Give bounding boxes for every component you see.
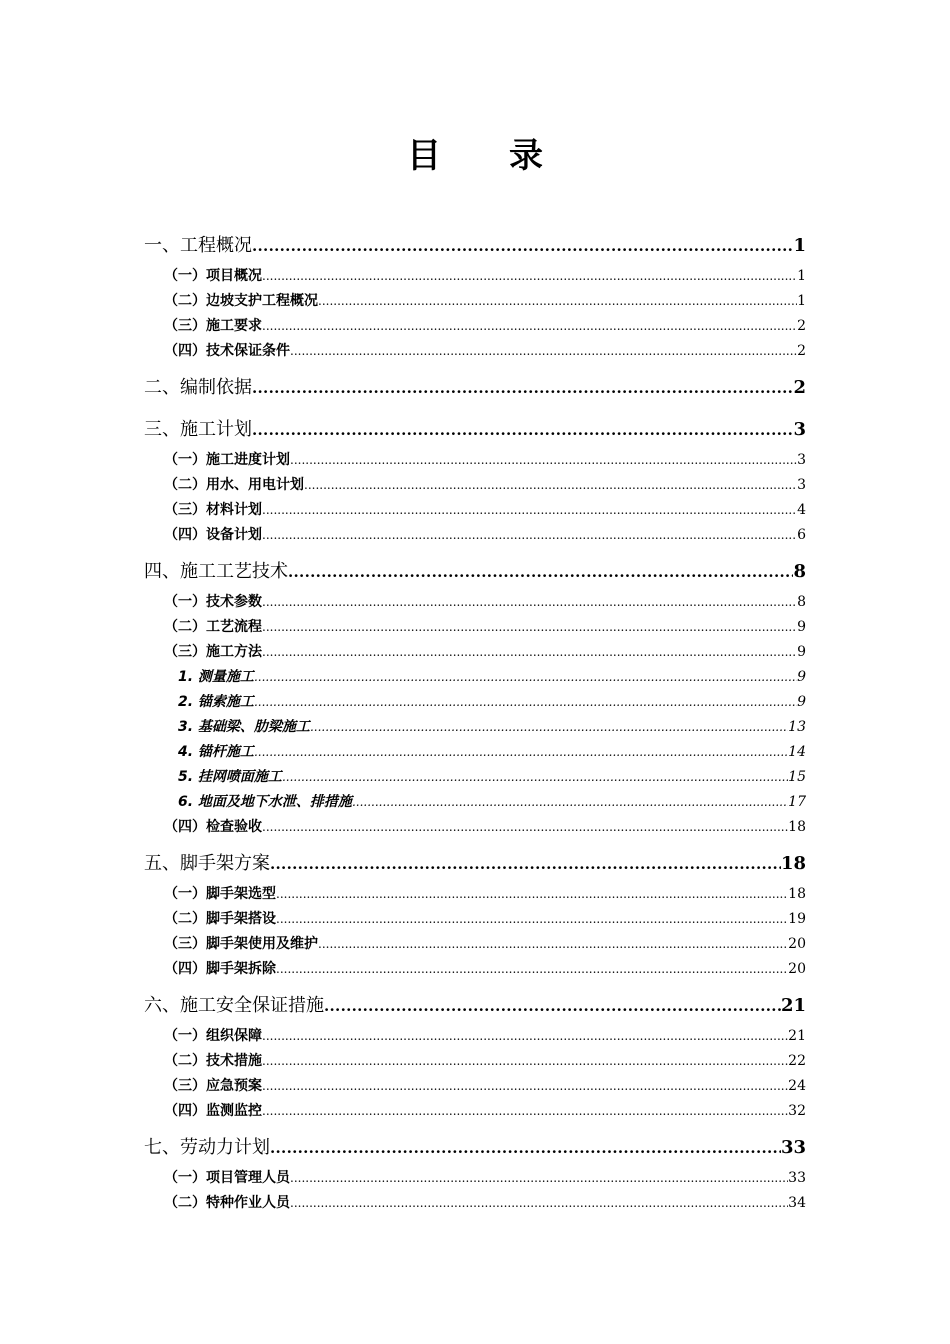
toc-entry-label: 5. 挂网喷面施工 (178, 769, 282, 785)
toc-leader-dots (304, 473, 797, 498)
toc-entry-label: （二）技术措施 (164, 1053, 262, 1069)
toc-leader-dots (290, 339, 797, 364)
toc-page-number: 18 (788, 886, 806, 902)
toc-entry[interactable] (144, 228, 806, 264)
toc-page-number: 1 (793, 235, 806, 256)
toc-leader-dots (262, 523, 797, 548)
toc-entry-label: 五、脚手架方案 (144, 853, 270, 874)
toc-entry-label: 七、劳动力计划 (144, 1137, 270, 1158)
toc-entry[interactable] (144, 957, 806, 982)
toc-page-number: 8 (793, 561, 806, 582)
toc-entry-label: （三）脚手架使用及维护 (164, 936, 318, 952)
toc-leader-dots (262, 1099, 788, 1124)
toc-leader-dots (324, 988, 781, 1024)
toc-entry-label: （二）特种作业人员 (164, 1195, 290, 1211)
page-title: 目 录 (407, 136, 543, 176)
toc-entry[interactable] (144, 289, 806, 314)
toc-page-number: 20 (788, 961, 806, 977)
toc-entry[interactable] (144, 640, 806, 665)
toc-entry-label: （四）监测监控 (164, 1103, 262, 1119)
toc-entry-label: 3. 基础梁、肋梁施工 (178, 719, 310, 735)
toc-entry[interactable] (144, 988, 806, 1024)
toc-entry[interactable] (144, 846, 806, 882)
toc-entry-label: （一）脚手架选型 (164, 886, 276, 902)
toc-leader-dots (262, 264, 797, 289)
toc-page-number: 18 (788, 819, 806, 835)
toc-entry-label: （二）边坡支护工程概况 (164, 293, 318, 309)
toc-entry-label: 1. 测量施工 (178, 669, 254, 685)
toc-leader-dots (270, 1130, 781, 1166)
toc-entry[interactable] (144, 314, 806, 339)
toc-entry-label: （二）用水、用电计划 (164, 477, 304, 493)
toc-leader-dots (262, 615, 797, 640)
toc-entry[interactable] (144, 554, 806, 590)
toc-entry-label: （一）项目概况 (164, 268, 262, 284)
toc-leader-dots (290, 448, 797, 473)
toc-entry-label: 6. 地面及地下水泄、排措施 (178, 794, 352, 810)
toc-entry-label: 4. 锚杆施工 (178, 744, 254, 760)
toc-entry[interactable] (144, 523, 806, 548)
toc-leader-dots (262, 1024, 788, 1049)
toc-entry[interactable] (144, 1099, 806, 1124)
toc-leader-dots (262, 314, 797, 339)
toc-page-number: 8 (797, 594, 806, 610)
toc-entry-label: （四）技术保证条件 (164, 343, 290, 359)
toc-entry-label: （一）施工进度计划 (164, 452, 290, 468)
toc-page-number: 1 (797, 293, 806, 309)
toc-leader-dots (254, 690, 797, 715)
toc-leader-dots (318, 289, 797, 314)
toc-entry[interactable] (144, 1024, 806, 1049)
toc-entry-label: 三、施工计划 (144, 419, 252, 440)
toc-entry[interactable] (144, 448, 806, 473)
toc-entry-label: 四、施工工艺技术 (144, 561, 288, 582)
toc-leader-dots (282, 765, 788, 790)
toc-page-number: 32 (788, 1103, 806, 1119)
toc-page-number: 14 (788, 744, 806, 760)
toc-entry-label: （四）脚手架拆除 (164, 961, 276, 977)
toc-leader-dots (262, 1049, 788, 1074)
toc-page-number: 17 (788, 794, 806, 810)
toc-entry[interactable] (144, 1074, 806, 1099)
toc-entry[interactable] (144, 590, 806, 615)
toc-entry[interactable] (144, 665, 806, 690)
toc-entry-label: （三）材料计划 (164, 502, 262, 518)
toc-page-number: 3 (797, 477, 806, 493)
toc-entry-label: （三）施工要求 (164, 318, 262, 334)
toc-entry[interactable] (144, 1049, 806, 1074)
toc-page-number: 13 (788, 719, 806, 735)
toc-entry-label: 一、工程概况 (144, 235, 252, 256)
toc-entry[interactable] (144, 370, 806, 406)
toc-entry[interactable] (144, 715, 806, 740)
toc-page-number: 18 (780, 853, 806, 874)
toc-entry[interactable] (144, 473, 806, 498)
toc-entry[interactable] (144, 615, 806, 640)
toc-leader-dots (318, 932, 788, 957)
toc-page-number: 6 (797, 527, 806, 543)
toc-entry-label: （二）脚手架搭设 (164, 911, 276, 927)
toc-page-number: 19 (788, 911, 806, 927)
toc-leader-dots (276, 907, 788, 932)
toc-page-number: 24 (788, 1078, 806, 1094)
toc-leader-dots (290, 1191, 788, 1216)
toc-leader-dots (288, 554, 793, 590)
toc-page-number: 3 (797, 452, 806, 468)
toc-page-number: 2 (797, 343, 806, 359)
toc-entry[interactable] (144, 907, 806, 932)
toc-leader-dots (262, 640, 797, 665)
toc-leader-dots (262, 498, 797, 523)
toc-page-number: 22 (788, 1053, 806, 1069)
toc-page-number: 21 (788, 1028, 806, 1044)
toc-entry-label: 2. 锚索施工 (178, 694, 254, 710)
toc-entry-label: （四）设备计划 (164, 527, 262, 543)
toc-entry[interactable] (144, 765, 806, 790)
toc-leader-dots (276, 882, 788, 907)
toc-entry-label: 二、编制依据 (144, 377, 252, 398)
toc-entry-label: 六、施工安全保证措施 (144, 995, 324, 1016)
toc-entry[interactable] (144, 740, 806, 765)
toc-entry-label: （一）项目管理人员 (164, 1170, 290, 1186)
toc-entry-label: （四）检查验收 (164, 819, 262, 835)
toc-leader-dots (254, 665, 797, 690)
toc-entry[interactable] (144, 690, 806, 715)
toc-leader-dots (270, 846, 781, 882)
toc-entry[interactable] (144, 1166, 806, 1191)
table-of-contents (144, 228, 806, 1216)
toc-leader-dots (252, 412, 793, 448)
toc-page-number: 33 (788, 1170, 806, 1186)
toc-entry[interactable] (144, 412, 806, 448)
toc-leader-dots (252, 228, 793, 264)
toc-leader-dots (276, 957, 788, 982)
toc-page-number: 33 (780, 1137, 806, 1158)
toc-leader-dots (290, 1166, 788, 1191)
toc-page-number: 2 (797, 318, 806, 334)
toc-entry[interactable] (144, 882, 806, 907)
toc-entry[interactable] (144, 264, 806, 289)
toc-page-number: 9 (797, 619, 806, 635)
toc-page-number: 20 (788, 936, 806, 952)
toc-page-number: 3 (793, 419, 806, 440)
toc-page-number: 9 (797, 644, 806, 660)
toc-leader-dots (262, 590, 797, 615)
toc-leader-dots (262, 1074, 788, 1099)
toc-page-number: 9 (797, 669, 806, 685)
toc-entry-label: （二）工艺流程 (164, 619, 262, 635)
toc-page-number: 4 (797, 502, 806, 518)
toc-leader-dots (310, 715, 788, 740)
toc-entry[interactable] (144, 1191, 806, 1216)
toc-page-number: 21 (780, 995, 806, 1016)
toc-entry[interactable] (144, 1130, 806, 1166)
toc-leader-dots (252, 370, 793, 406)
toc-leader-dots (352, 790, 788, 815)
toc-page-number: 2 (793, 377, 806, 398)
toc-page-number: 1 (797, 268, 806, 284)
toc-leader-dots (254, 740, 788, 765)
toc-entry[interactable] (144, 790, 806, 815)
toc-entry-label: （三）施工方法 (164, 644, 262, 660)
toc-entry[interactable] (144, 932, 806, 957)
toc-entry[interactable] (144, 339, 806, 364)
toc-entry-label: （一）组织保障 (164, 1028, 262, 1044)
toc-entry-label: （一）技术参数 (164, 594, 262, 610)
toc-page-number: 15 (788, 769, 806, 785)
toc-entry[interactable] (144, 815, 806, 840)
toc-entry-label: （三）应急预案 (164, 1078, 262, 1094)
toc-page-number: 9 (797, 694, 806, 710)
toc-page-number: 34 (788, 1195, 806, 1211)
toc-leader-dots (262, 815, 788, 840)
toc-entry[interactable] (144, 498, 806, 523)
